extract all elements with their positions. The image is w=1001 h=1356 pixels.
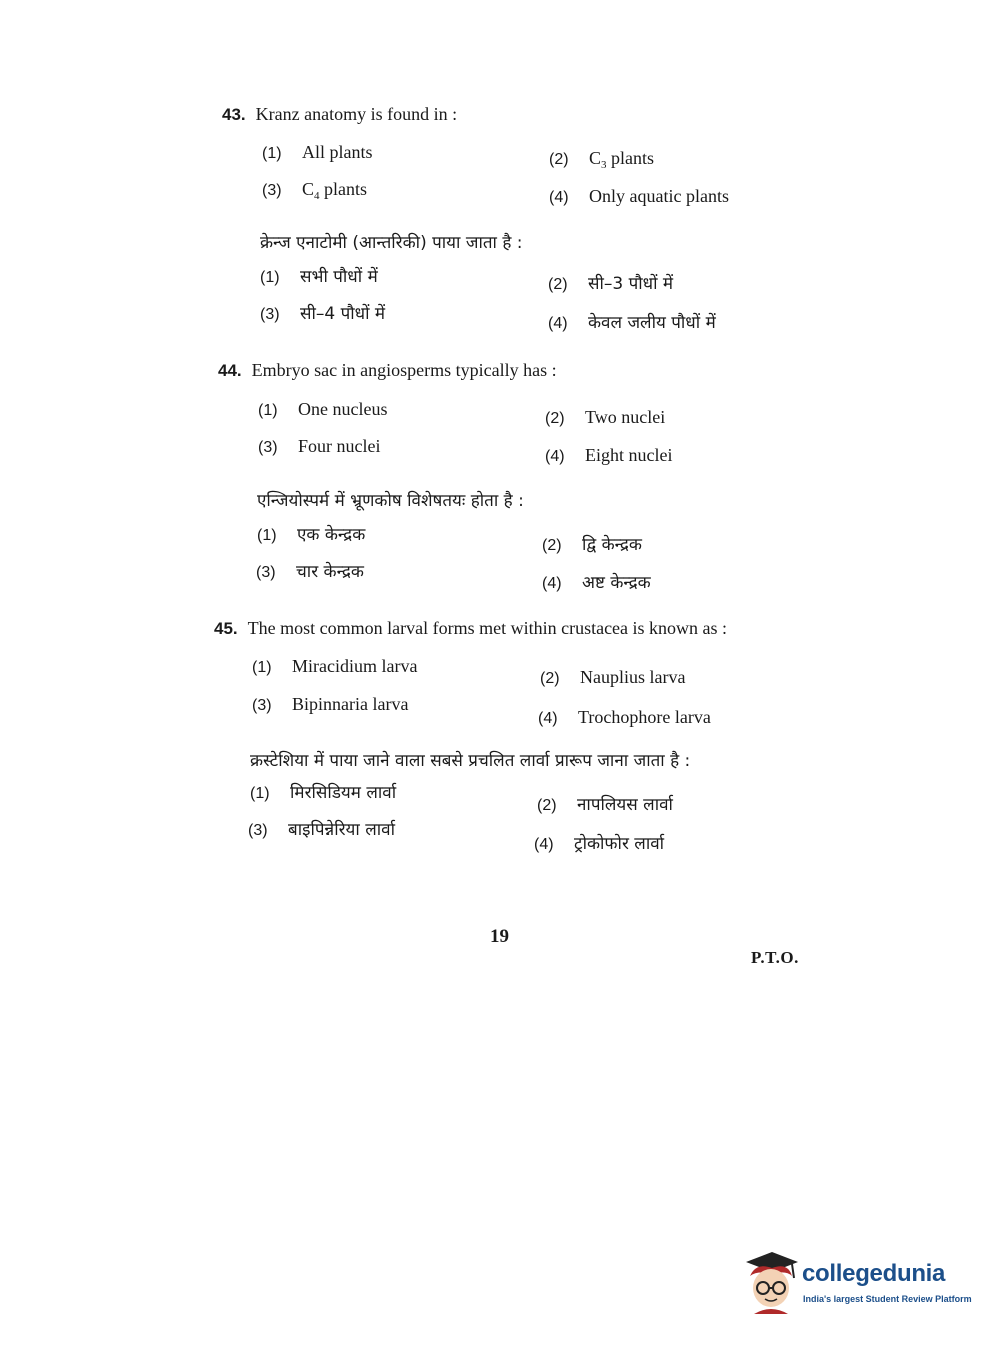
option-number: (1)	[262, 145, 282, 162]
option-number: (2)	[548, 276, 568, 293]
option-text-hindi: सी–4 पौधों में	[300, 304, 386, 324]
question-stem: Embryo sac in angiosperms typically has :	[251, 360, 557, 380]
option-number: (2)	[540, 670, 560, 687]
question-stem: Kranz anatomy is found in :	[255, 104, 458, 124]
option-number: (4)	[542, 575, 562, 592]
option-text: One nucleus	[298, 399, 388, 419]
option-text	[302, 179, 368, 202]
option-text: Four nuclei	[298, 436, 381, 456]
option-3-hi	[248, 817, 395, 840]
option-text: Trochophore larva	[578, 707, 711, 727]
option-1-en	[252, 656, 417, 677]
option-text: Eight nuclei	[585, 445, 673, 465]
option-1-en	[262, 142, 373, 163]
option-4-hi	[534, 831, 664, 854]
page-number: 19	[490, 926, 509, 947]
question-number: 44.	[218, 361, 242, 380]
option-2-hi	[548, 271, 673, 294]
question-text	[214, 618, 727, 639]
option-2-en	[540, 667, 685, 688]
option-text: Bipinnaria larva	[292, 694, 409, 714]
brand-tagline: India's largest Student Review Platform	[803, 1294, 972, 1304]
option-3-hi	[260, 301, 385, 324]
option-number: (1)	[257, 527, 277, 544]
option-number: (4)	[545, 448, 565, 465]
question-number: 43.	[222, 105, 246, 124]
option-number: (2)	[549, 151, 569, 168]
option-4-hi	[542, 570, 651, 593]
option-number: (3)	[262, 182, 282, 199]
option-3-en	[252, 694, 408, 715]
pto-label: P.T.O.	[751, 948, 799, 967]
option-number: (3)	[256, 564, 276, 581]
option-text-hindi: चार केन्द्रक	[296, 562, 364, 582]
option-text-hindi: एक केन्द्रक	[297, 525, 366, 545]
option-4-en	[538, 707, 711, 728]
option-text-hindi: बाइपिन्नेरिया लार्वा	[288, 820, 396, 840]
plants-suffix: plants	[319, 179, 368, 199]
option-text	[589, 148, 655, 171]
option-2-en	[545, 407, 665, 428]
option-text: Nauplius larva	[580, 667, 686, 687]
option-text: All plants	[302, 142, 373, 162]
brand-logo	[742, 1248, 972, 1318]
option-number: (1)	[250, 785, 270, 802]
option-number: (4)	[534, 836, 554, 853]
question-stem: The most common larval forms met within crustacea is known as :	[247, 618, 728, 638]
option-text-hindi: सभी पौधों में	[300, 267, 378, 287]
option-text-hindi: सी–3 पौधों में	[588, 274, 674, 294]
option-number: (2)	[542, 537, 562, 554]
option-text: Two nuclei	[585, 407, 666, 427]
option-number: (3)	[260, 306, 280, 323]
option-text-hindi: द्वि केन्द्रक	[582, 535, 642, 555]
option-text-hindi: नापलियस लार्वा	[577, 795, 673, 815]
option-number: (1)	[258, 402, 278, 419]
option-number: (3)	[258, 439, 278, 456]
option-3-en	[258, 436, 381, 457]
option-text-hindi: केवल जलीय पौधों में	[588, 313, 716, 333]
option-number: (4)	[538, 710, 558, 727]
option-text: Miracidium larva	[292, 656, 418, 676]
option-2-hi	[542, 532, 642, 555]
option-1-hi	[257, 522, 365, 545]
option-number: (4)	[548, 315, 568, 332]
option-3-en	[262, 179, 367, 202]
option-1-hi	[250, 780, 396, 803]
option-4-hi	[548, 310, 716, 333]
option-text-hindi: अष्ट केन्द्रक	[582, 573, 651, 593]
option-number: (3)	[248, 822, 268, 839]
option-number: (4)	[549, 189, 569, 206]
option-number: (2)	[545, 410, 565, 427]
option-4-en	[549, 186, 729, 207]
c-letter: C	[302, 179, 315, 199]
c-letter: C	[589, 148, 602, 168]
question-number: 45.	[214, 619, 238, 638]
plants-suffix: plants	[606, 148, 655, 168]
question-text	[218, 360, 557, 381]
option-number: (2)	[537, 797, 557, 814]
student-mascot-icon	[742, 1248, 800, 1314]
brand-name: collegedunia	[802, 1260, 946, 1287]
option-1-hi	[260, 264, 378, 287]
option-2-hi	[537, 792, 673, 815]
question-stem-hindi: क्रस्टेशिया में पाया जाने वाला सबसे प्रचलित लार्वा प्रारूप जाना जाता है :	[250, 751, 691, 771]
question-stem-hindi: एन्जियोस्पर्म में भ्रूणकोष विशेषतयः होता है :	[257, 491, 524, 511]
option-text-hindi: मिरसिडियम लार्वा	[290, 783, 397, 803]
option-text: Only aquatic plants	[589, 186, 729, 206]
option-number: (3)	[252, 697, 272, 714]
option-number: (1)	[260, 269, 280, 286]
subscript: 4	[314, 190, 320, 202]
subscript: 3	[601, 159, 607, 171]
option-text-hindi: ट्रोकोफोर लार्वा	[574, 834, 665, 854]
option-2-en	[549, 148, 654, 171]
question-stem-hindi: क्रेन्ज एनाटोमी (आन्तरिकी) पाया जाता है :	[260, 233, 523, 253]
option-number: (1)	[252, 659, 272, 676]
option-3-hi	[256, 559, 364, 582]
question-text	[222, 104, 457, 125]
option-4-en	[545, 445, 672, 466]
option-1-en	[258, 399, 387, 420]
